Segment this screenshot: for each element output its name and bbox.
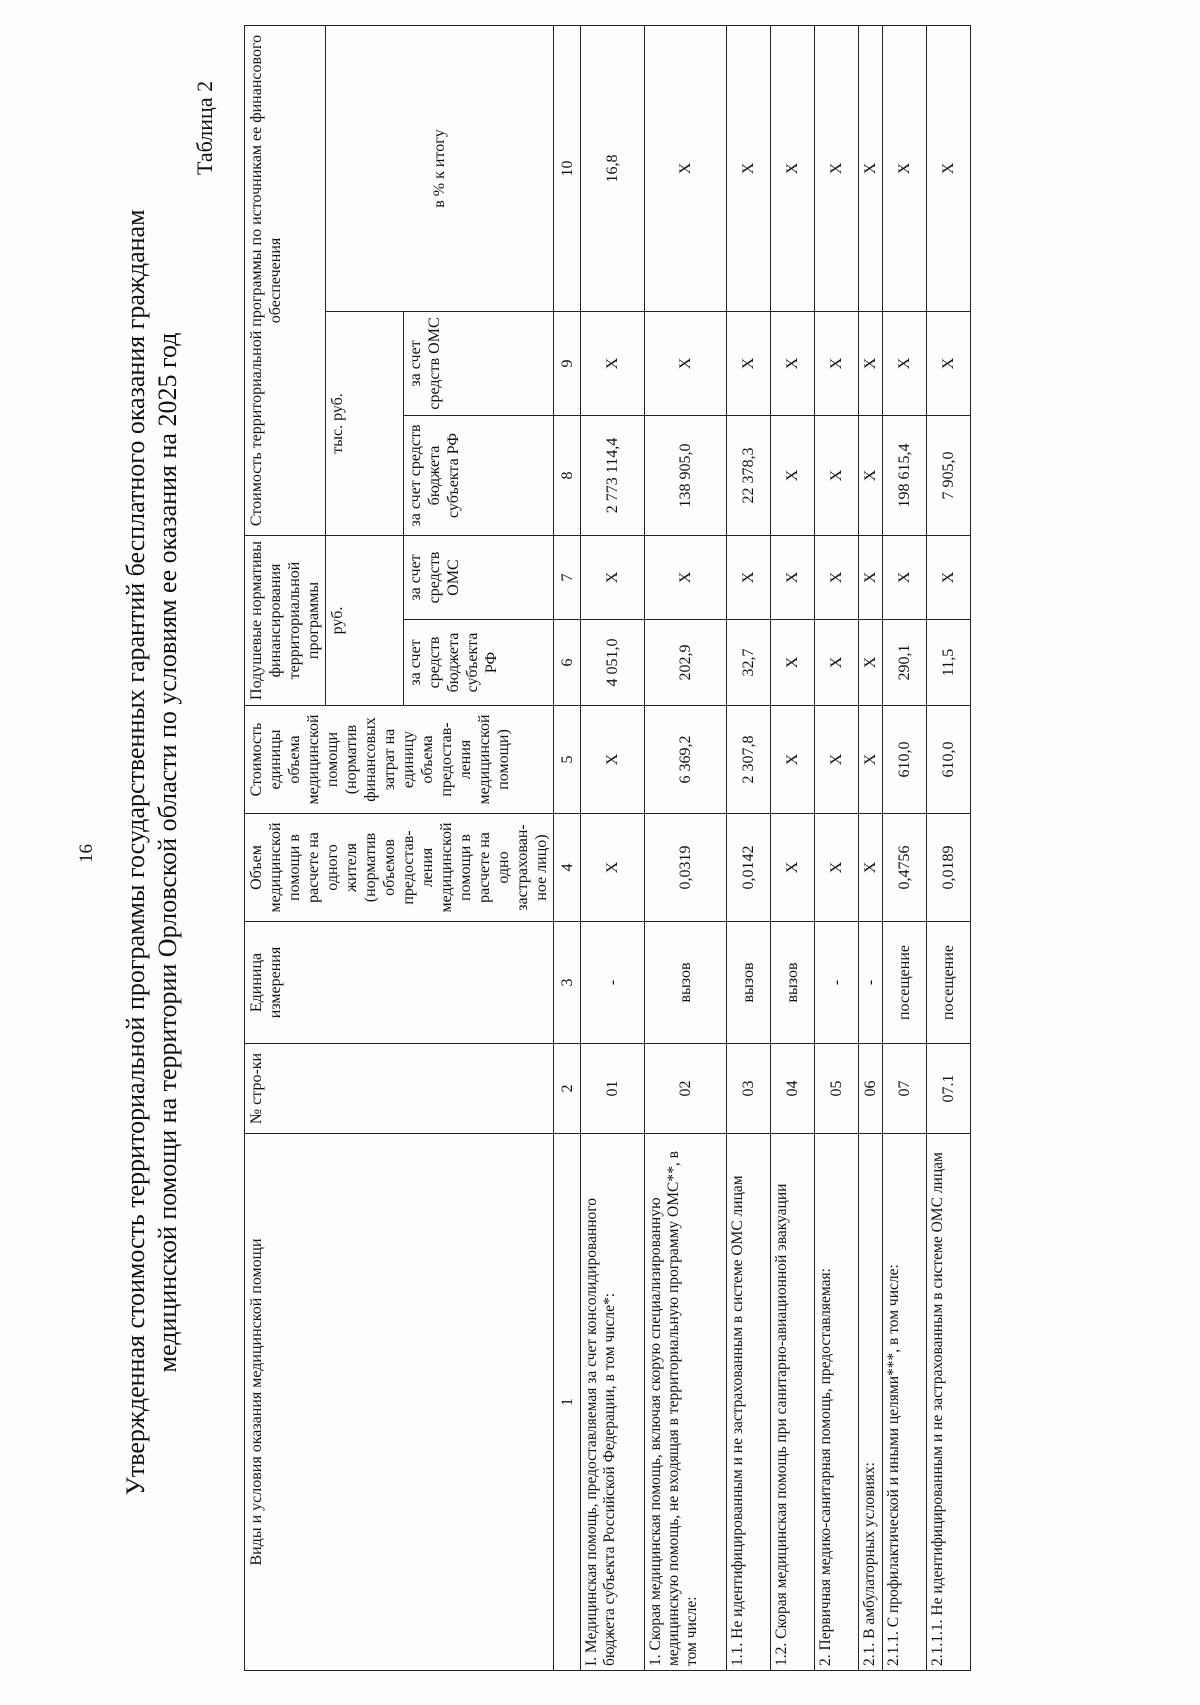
row-unit: - <box>859 922 883 1044</box>
row-unit-cost: Х <box>771 706 815 814</box>
table-row <box>771 25 815 1670</box>
row-name: 1.2. Скорая медицинская помощь при санитарно-авиационной эвакуации <box>771 1134 815 1671</box>
row-total-oms: Х <box>859 311 883 415</box>
row-total-oms: Х <box>927 311 971 415</box>
table-row <box>859 25 883 1670</box>
header-tot-oms: за счет средств ОМС <box>404 311 554 415</box>
row-percent: Х <box>927 25 971 311</box>
row-percent: 16,8 <box>581 25 645 311</box>
row-unit: - <box>581 922 645 1044</box>
row-volume: Х <box>859 814 883 922</box>
row-name: I. Медицинская помощь, предоставляемая за счет консолидированного бюджета субъекта Российской Федерации, в том числе*: <box>581 1134 645 1671</box>
row-unit-cost: 6 369,2 <box>645 706 727 814</box>
row-total-budget: 22 378,3 <box>727 415 771 535</box>
header-row-1 <box>245 25 326 1670</box>
header-pc-budget: за счет средств бюджета субъекта РФ <box>404 620 554 706</box>
row-total-oms: Х <box>883 311 927 415</box>
row-unit-cost: Х <box>815 706 859 814</box>
column-numbers-row <box>554 25 581 1670</box>
row-pc-budget: 32,7 <box>727 620 771 706</box>
row-number: 03 <box>727 1044 771 1134</box>
row-number: 07.1 <box>927 1044 971 1134</box>
row-percent: Х <box>815 25 859 311</box>
row-total-budget: 198 615,4 <box>883 415 927 535</box>
row-pc-budget: Х <box>815 620 859 706</box>
row-unit: вызов <box>645 922 727 1044</box>
header-unit-rub: руб. <box>326 535 404 705</box>
row-volume: 0,4756 <box>883 814 927 922</box>
row-unit: - <box>815 922 859 1044</box>
row-pc-budget: 290,1 <box>883 620 927 706</box>
row-total-oms: Х <box>727 311 771 415</box>
table-row <box>883 25 927 1670</box>
row-pc-oms: Х <box>927 535 971 619</box>
header-kinds: Виды и условия оказания медицинской помощи <box>245 1134 554 1671</box>
row-name: 2.1.1. С профилактической и иными целями***, в том числе: <box>883 1134 927 1671</box>
header-pc-oms: за счет средств ОМС <box>404 535 554 619</box>
row-pc-budget: 202,9 <box>645 620 727 706</box>
row-unit-cost: 610,0 <box>927 706 971 814</box>
header-percent: в % к итогу <box>326 25 554 311</box>
row-unit-cost: 2 307,8 <box>727 706 771 814</box>
table-body <box>581 25 971 1670</box>
row-total-budget: 7 905,0 <box>927 415 971 535</box>
header-unit-trub: тыс. руб. <box>326 311 404 535</box>
colnum: 8 <box>554 415 581 535</box>
row-number: 02 <box>645 1044 727 1134</box>
page-number: 16 <box>76 844 97 863</box>
header-tot-budget: за счет средств бюджета субъекта РФ <box>404 415 554 535</box>
row-volume: Х <box>815 814 859 922</box>
title-line-2: медицинской помощи на территории Орловской области по условиям ее оказания на 2025 год <box>153 332 182 1373</box>
table-row <box>727 25 771 1670</box>
row-unit-cost: Х <box>859 706 883 814</box>
row-pc-budget: Х <box>771 620 815 706</box>
row-name: 1.1. Не идентифицированным и не застрахованным в системе ОМС лицам <box>727 1134 771 1671</box>
row-volume: 0,0189 <box>927 814 971 922</box>
row-unit-cost: Х <box>581 706 645 814</box>
row-percent: Х <box>859 25 883 311</box>
row-name: 1. Скорая медицинская помощь, включая скорую специализированную медицинскую помощь, не входящая в территориальную программу ОМС**, в том числе: <box>645 1134 727 1671</box>
row-total-oms: Х <box>645 311 727 415</box>
row-total-budget: Х <box>771 415 815 535</box>
colnum: 4 <box>554 814 581 922</box>
row-volume: Х <box>771 814 815 922</box>
row-pc-budget: 4 051,0 <box>581 620 645 706</box>
cost-table <box>244 25 971 1671</box>
row-number: 04 <box>771 1044 815 1134</box>
row-number: 07 <box>883 1044 927 1134</box>
row-pc-budget: Х <box>859 620 883 706</box>
colnum: 7 <box>554 535 581 619</box>
colnum: 10 <box>554 25 581 311</box>
row-number: 01 <box>581 1044 645 1134</box>
colnum: 6 <box>554 620 581 706</box>
table-row <box>581 25 645 1670</box>
row-volume: 0,0319 <box>645 814 727 922</box>
header-unit-cost: Стоимость единицы объема медицинской помощи (норматив финансовых затрат на единицу объема предостав-ления медицинской помощи) <box>245 706 554 814</box>
title-line-1: Утвержденная стоимость территориальной программы государственных гарантий бесплатного оказания гражданам <box>121 209 150 1496</box>
row-number: 05 <box>815 1044 859 1134</box>
row-total-budget: 2 773 114,4 <box>581 415 645 535</box>
row-name: 2.1.1.1. Не идентифицированным и не застрахованным в системе ОМС лицам <box>927 1134 971 1671</box>
row-pc-oms: Х <box>771 535 815 619</box>
row-pc-oms: Х <box>859 535 883 619</box>
row-unit-cost: 610,0 <box>883 706 927 814</box>
header-unit: Единица измерения <box>245 922 554 1044</box>
row-unit: посещение <box>927 922 971 1044</box>
colnum: 5 <box>554 706 581 814</box>
row-total-oms: Х <box>771 311 815 415</box>
row-volume: 0,0142 <box>727 814 771 922</box>
row-unit: посещение <box>883 922 927 1044</box>
table-row <box>927 25 971 1670</box>
header-total-cost: Стоимость территориальной программы по источникам ее финансового обеспечения <box>245 25 326 535</box>
row-name: 2. Первичная медико-санитарная помощь, предоставляемая: <box>815 1134 859 1671</box>
row-total-oms: Х <box>815 311 859 415</box>
colnum: 9 <box>554 311 581 415</box>
row-pc-oms: Х <box>883 535 927 619</box>
header-volume: Объем медицинской помощи в расчете на одного жителя (норматив объемов предостав-ления медицинской помощи в расчете на одно застрахован-ное лицо) <box>245 814 554 922</box>
colnum: 3 <box>554 922 581 1044</box>
table-row <box>645 25 727 1670</box>
row-volume: Х <box>581 814 645 922</box>
row-name: 2.1. В амбулаторных условиях: <box>859 1134 883 1671</box>
row-total-oms: Х <box>581 311 645 415</box>
row-percent: Х <box>727 25 771 311</box>
row-pc-oms: Х <box>581 535 645 619</box>
row-pc-budget: 11,5 <box>927 620 971 706</box>
row-total-budget: Х <box>815 415 859 535</box>
header-row-number: № стро-ки <box>245 1044 554 1134</box>
colnum: 2 <box>554 1044 581 1134</box>
row-pc-oms: Х <box>727 535 771 619</box>
row-pc-oms: Х <box>815 535 859 619</box>
row-pc-oms: Х <box>645 535 727 619</box>
row-percent: Х <box>771 25 815 311</box>
row-total-budget: Х <box>859 415 883 535</box>
row-unit: вызов <box>727 922 771 1044</box>
table-row <box>815 25 859 1670</box>
header-per-capita: Подушевые нормативы финансирования территориальной программы <box>245 535 326 705</box>
colnum: 1 <box>554 1134 581 1671</box>
row-percent: Х <box>645 25 727 311</box>
row-number: 06 <box>859 1044 883 1134</box>
row-total-budget: 138 905,0 <box>645 415 727 535</box>
row-percent: Х <box>883 25 927 311</box>
table-label: Таблица 2 <box>192 80 217 175</box>
row-unit: вызов <box>771 922 815 1044</box>
